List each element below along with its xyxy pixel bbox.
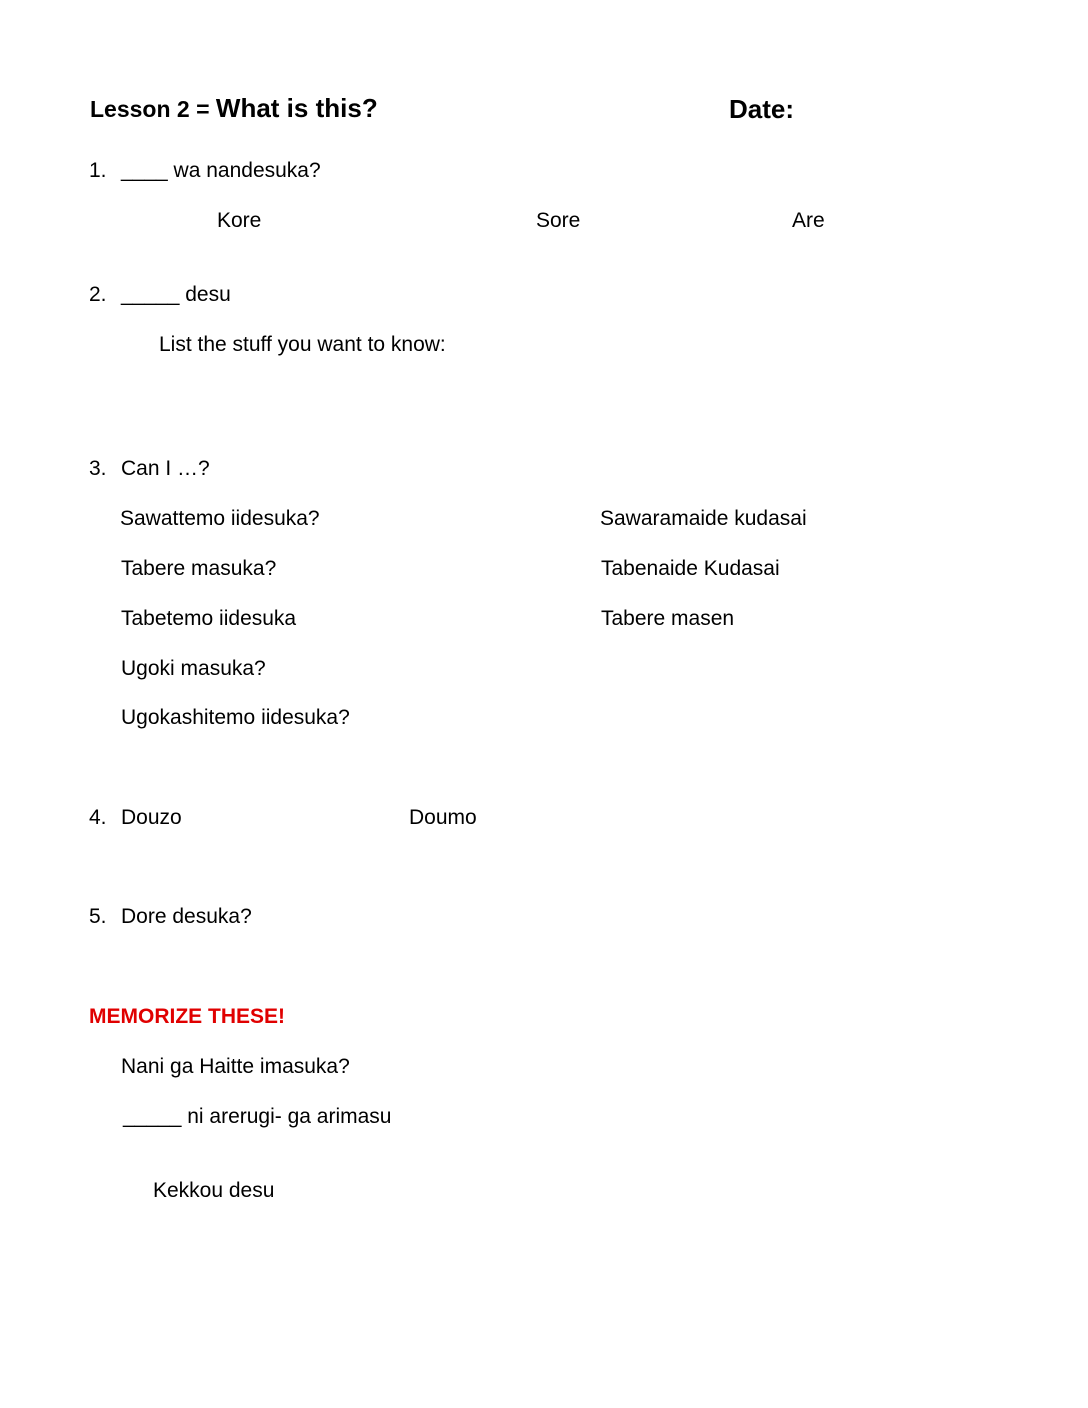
- item-4-text: Douzo: [121, 806, 182, 829]
- item-3-phrase: Tabere masuka?: [121, 557, 277, 580]
- item-1-text: ____ wa nandesuka?: [121, 159, 321, 182]
- item-5-text: Dore desuka?: [121, 905, 252, 928]
- item-3-phrase: Sawattemo iidesuka?: [120, 507, 320, 530]
- date-label: Date:: [729, 94, 795, 124]
- lesson-title: What is this?: [215, 93, 378, 123]
- item-4-number: 4.: [89, 806, 107, 829]
- item-3-response: Tabenaide Kudasai: [601, 557, 780, 580]
- item-2-number: 2.: [89, 283, 107, 306]
- lesson-prefix: Lesson 2 =: [90, 96, 216, 122]
- item-2-prompt: List the stuff you want to know:: [159, 333, 446, 356]
- item-3-number: 3.: [89, 457, 107, 480]
- item-3-response: Tabere masen: [601, 607, 735, 630]
- item-3-text: Can I …?: [121, 457, 210, 480]
- memorize-heading: MEMORIZE THESE!: [89, 1005, 286, 1028]
- item-3-phrase: Ugokashitemo iidesuka?: [121, 706, 350, 729]
- memorize-phrase: Nani ga Haitte imasuka?: [121, 1055, 350, 1078]
- memorize-phrase: _____ ni arerugi- ga arimasu: [123, 1105, 392, 1128]
- item-1-option: Are: [792, 209, 825, 232]
- memorize-phrase: Kekkou desu: [153, 1179, 275, 1202]
- lesson-heading: [90, 93, 378, 123]
- item-1-option: Sore: [536, 209, 581, 232]
- item-1-number: 1.: [89, 159, 107, 182]
- item-3-response: Sawaramaide kudasai: [600, 507, 807, 530]
- item-5-number: 5.: [89, 905, 107, 928]
- item-2-text: _____ desu: [121, 283, 231, 306]
- item-3-phrase: Tabetemo iidesuka: [121, 607, 297, 630]
- item-4-text-2: Doumo: [409, 806, 477, 829]
- item-1-option: Kore: [217, 209, 262, 232]
- item-3-phrase: Ugoki masuka?: [121, 657, 266, 680]
